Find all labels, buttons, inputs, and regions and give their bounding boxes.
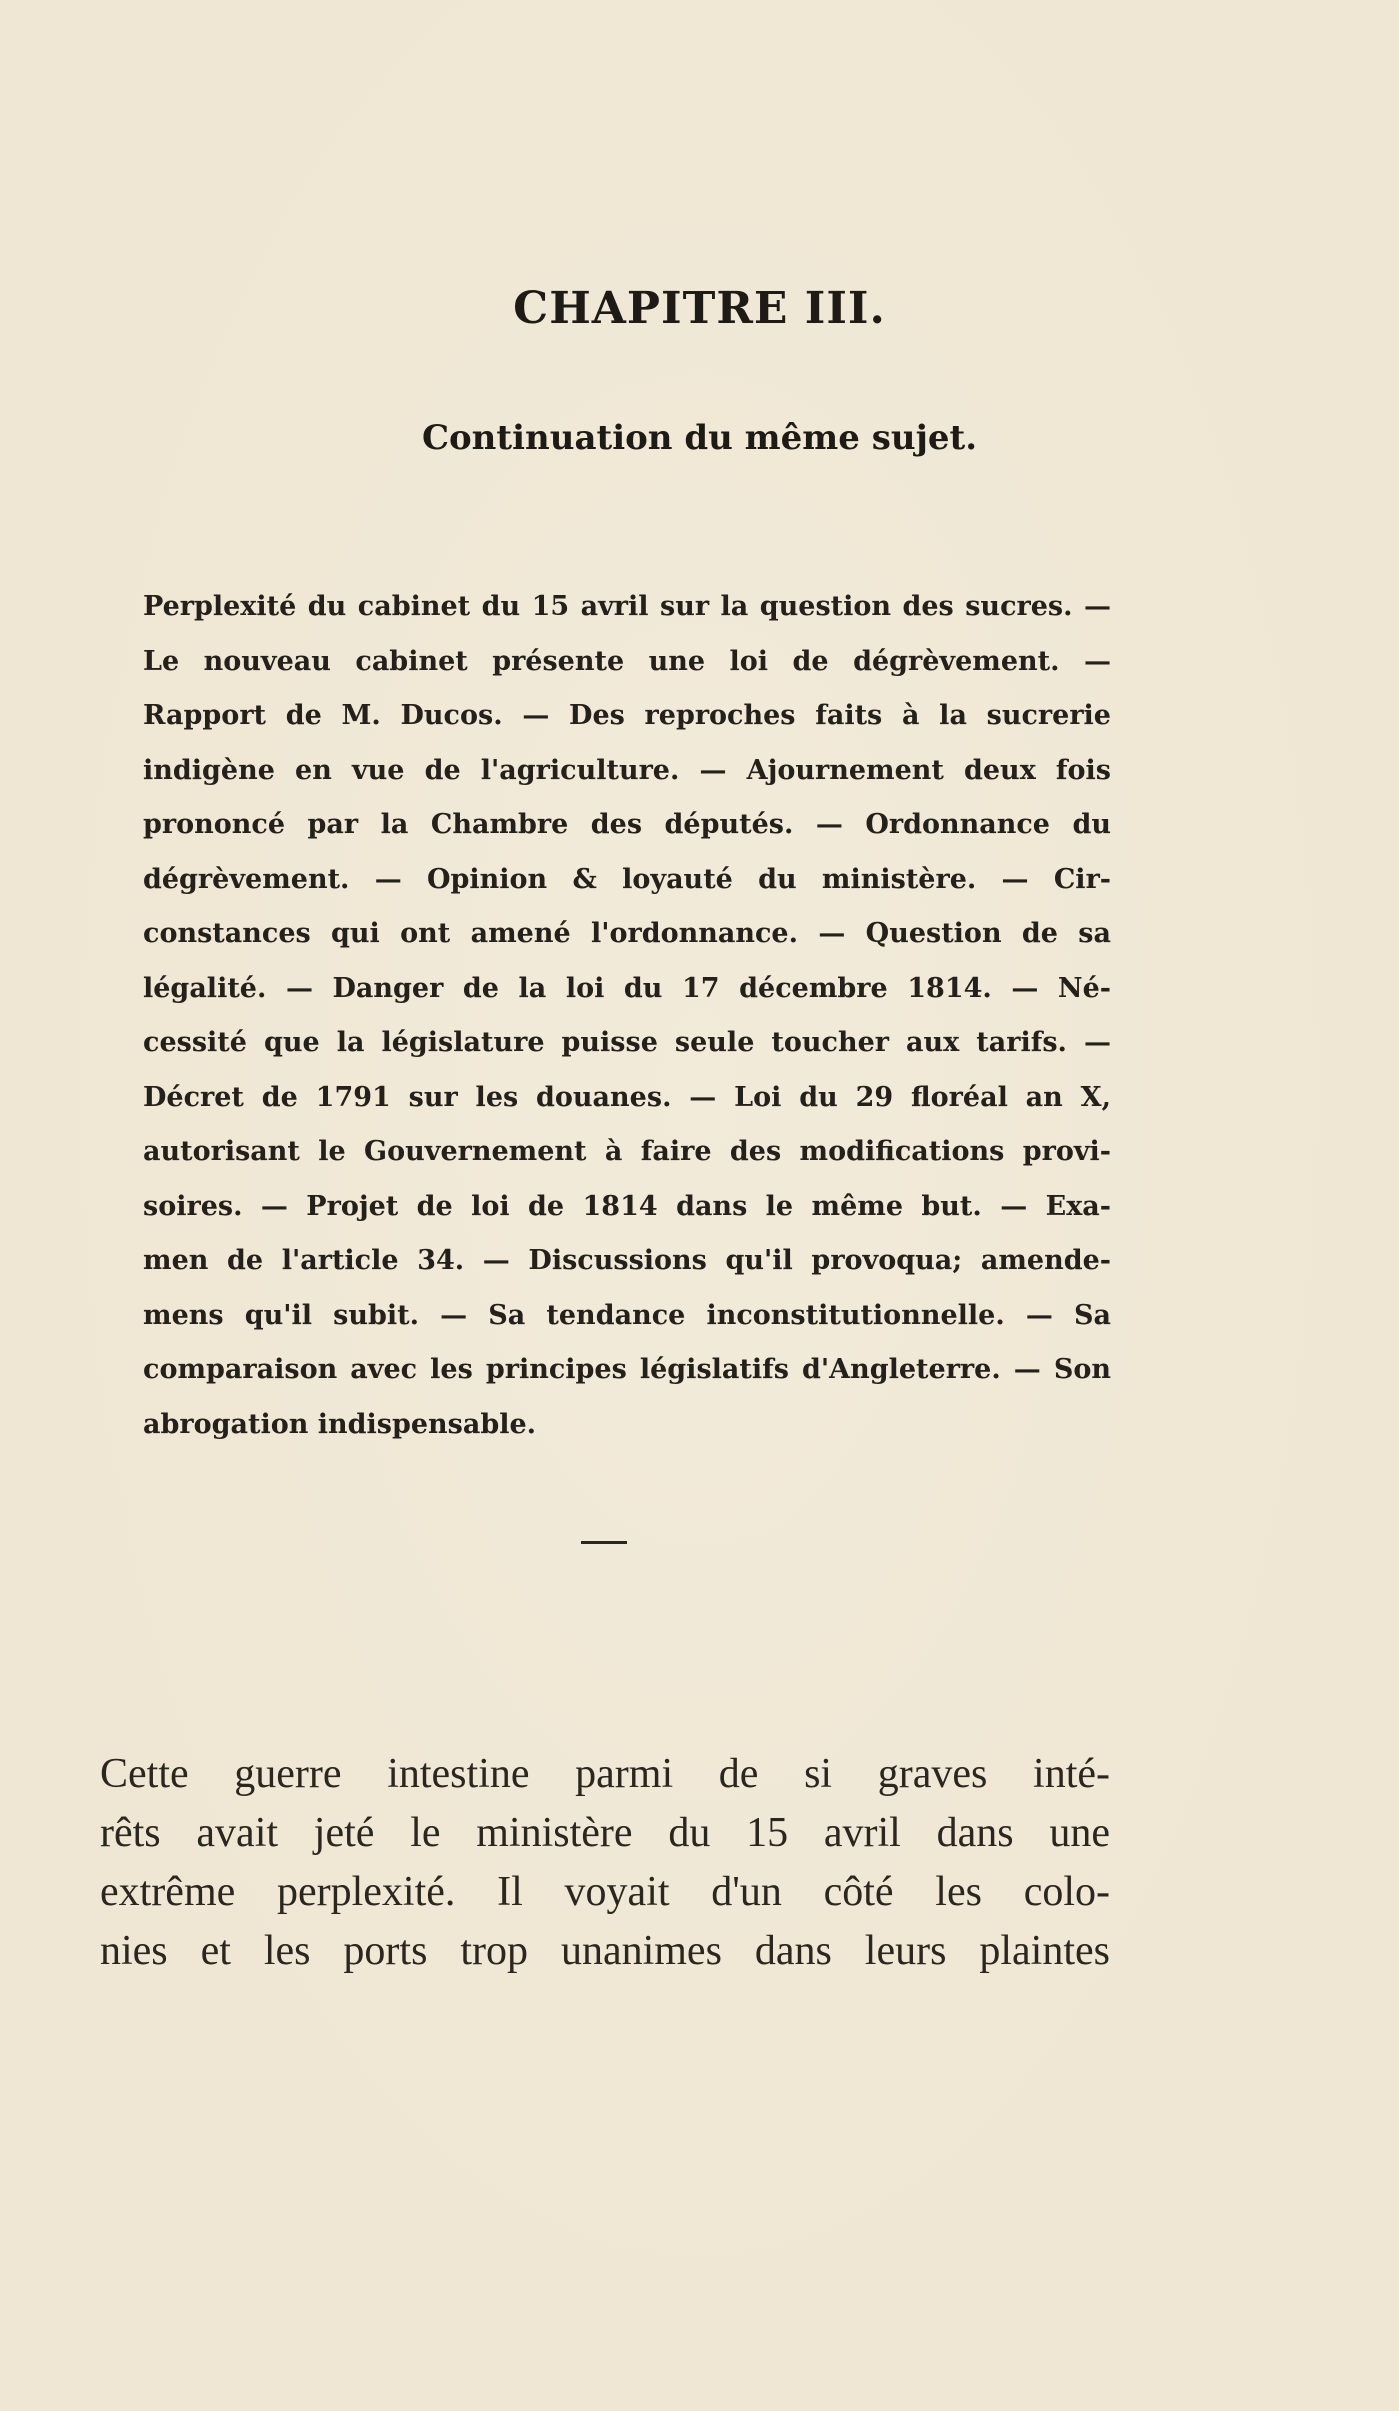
chapter-title: CHAPITRE III. (513, 283, 886, 334)
summary-line: Le nouveau cabinet présente une loi de dégrèvement. — (143, 645, 1111, 677)
body-line: rêts avait jeté le ministère du 15 avril dans une (100, 1810, 1110, 1856)
summary-line: soires. — Projet de loi de 1814 dans le même but. — Exa- (143, 1190, 1111, 1222)
chapter-subtitle: Continuation du même sujet. (421, 418, 978, 458)
summary-line: men de l'article 34. — Discussions qu'il provoqua; amende- (143, 1245, 1111, 1276)
summary-line: mens qu'il subit. — Sa tendance inconstitutionnelle. — Sa (143, 1299, 1111, 1331)
summary-line: dégrèvement. — Opinion & loyauté du ministère. — Cir- (143, 863, 1111, 895)
summary-line: Décret de 1791 sur les douanes. — Loi du 29 floréal an X, (143, 1081, 1111, 1113)
summary-line: indigène en vue de l'agriculture. — Ajournement deux fois (143, 754, 1111, 786)
summary-line: comparaison avec les principes législatifs d'Angleterre. — Son (143, 1354, 1111, 1385)
chapter-summary (143, 580, 1111, 1452)
summary-line: constances qui ont amené l'ordonnance. — Question de sa (143, 918, 1111, 949)
body-line: nies et les ports trop unanimes dans leurs plaintes (100, 1928, 1110, 1974)
body-line: Cette guerre intestine parmi de si graves inté- (100, 1751, 1110, 1797)
summary-line: Perplexité du cabinet du 15 avril sur la question des sucres. — (143, 591, 1111, 622)
summary-line: autorisant le Gouvernement à faire des modifications provi- (143, 1136, 1111, 1167)
summary-line: légalité. — Danger de la loi du 17 décembre 1814. — Né- (143, 972, 1111, 1004)
summary-line: cessité que la législature puisse seule toucher aux tarifs. — (143, 1027, 1111, 1058)
body-paragraph (100, 1745, 1110, 1981)
summary-line: prononcé par la Chambre des députés. — Ordonnance du (143, 809, 1111, 840)
summary-line: abrogation indispensable. (143, 1408, 537, 1440)
section-separator (581, 1541, 627, 1544)
summary-line: Rapport de M. Ducos. — Des reproches faits à la sucrerie (143, 700, 1111, 731)
body-line: extrême perplexité. Il voyait d'un côté les colo- (100, 1869, 1110, 1915)
